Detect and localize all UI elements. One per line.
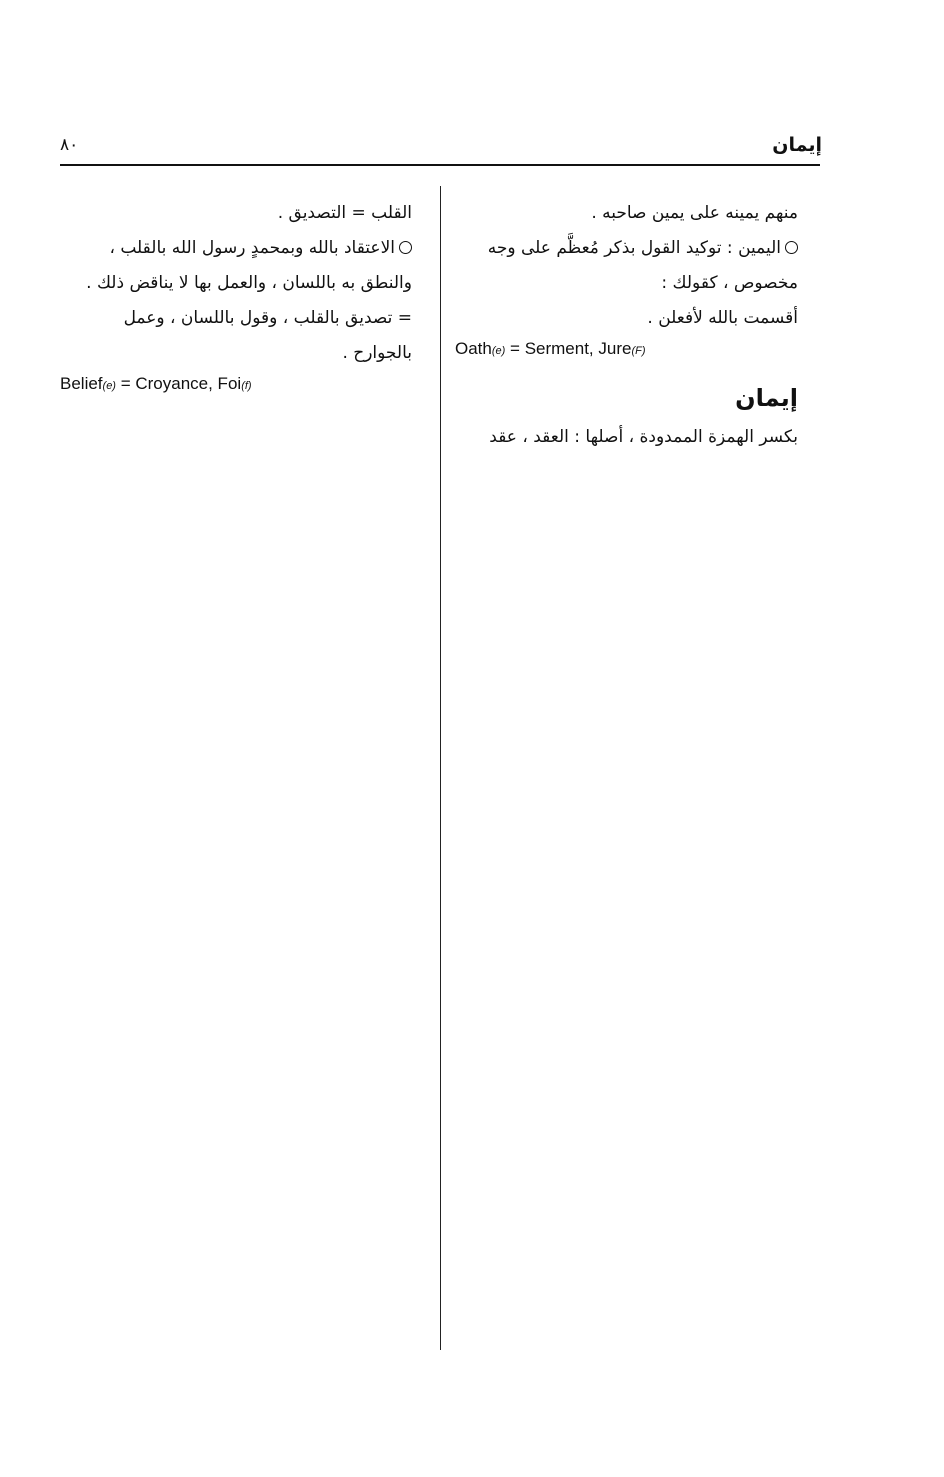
translation-en-tag: (e) xyxy=(102,380,116,392)
definition-line-marked xyxy=(455,231,798,266)
definition-text: الاعتقاد بالله وبمحمدٍ رسول الله بالقلب ، xyxy=(109,238,395,258)
translation-en-word: Oath xyxy=(455,339,492,358)
translation-fr-words: Serment, Jure xyxy=(524,339,632,358)
definition-text: اليمين : توكيد القول بذكر مُعظَّم على وجه xyxy=(487,238,781,258)
right-column xyxy=(455,196,798,455)
translation-line xyxy=(60,371,412,399)
translation-fr-tag: (F) xyxy=(631,345,646,357)
header-rule xyxy=(60,164,820,166)
text-line: والنطق به باللسان ، والعمل بها لا يناقض ذلك . xyxy=(86,273,412,293)
text-line: أقسمت بالله لأفعلن . xyxy=(647,308,798,328)
text-line: = تصديق بالقلب ، وقول باللسان ، وعمل xyxy=(123,308,412,328)
translation-equals: = xyxy=(505,339,525,358)
circle-bullet-icon xyxy=(785,241,798,254)
running-header-word: إيمان xyxy=(772,134,822,156)
text-line: بكسر الهمزة الممدودة ، أصلها : العقد ، عقد xyxy=(489,427,798,447)
translation-fr-words: Croyance, Foi xyxy=(135,374,242,393)
text-line: مخصوص ، كقولك : xyxy=(661,273,798,293)
definition-line-marked xyxy=(60,231,412,266)
translation-line xyxy=(455,336,798,364)
translation-equals: = xyxy=(115,374,136,393)
text-line: منهم يمينه على يمين صاحبه . xyxy=(591,203,798,223)
translation-en-tag: (e) xyxy=(491,345,506,357)
translation-en-word: Belief xyxy=(60,374,103,393)
text-line: بالجوارح . xyxy=(342,343,412,363)
left-column xyxy=(60,196,412,399)
column-divider xyxy=(440,186,441,1350)
page-number: ٨٠ xyxy=(60,135,79,155)
text-line: القلب = التصديق . xyxy=(277,203,412,223)
circle-bullet-icon xyxy=(399,241,412,254)
entry-heading: إيمان xyxy=(735,384,798,412)
translation-fr-tag: (f) xyxy=(241,380,252,392)
